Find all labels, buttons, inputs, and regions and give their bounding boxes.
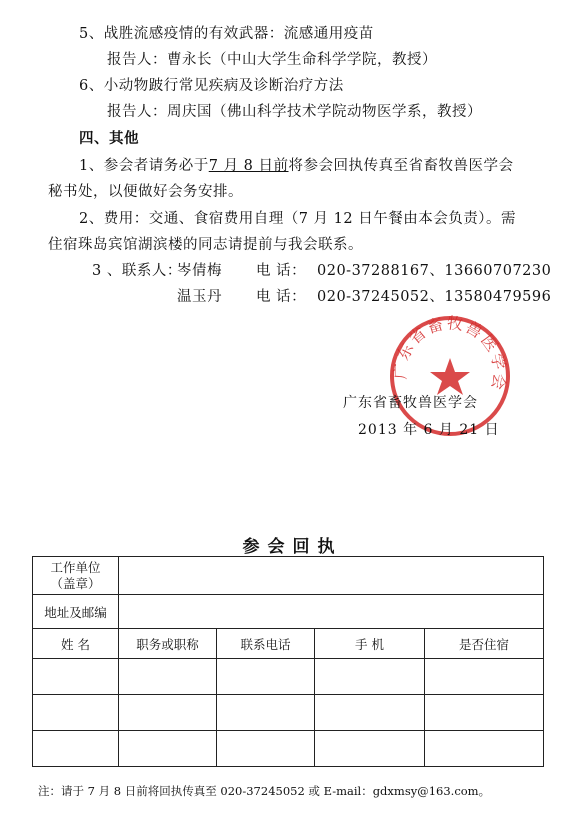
contact-name-2: 温玉丹 xyxy=(177,289,222,305)
form-title: 参会回执 xyxy=(242,537,343,557)
name-cell[interactable] xyxy=(33,695,119,731)
phone-cell[interactable] xyxy=(217,731,315,767)
title-cell[interactable] xyxy=(119,731,217,767)
contact-intro: 3 、联系人： xyxy=(92,263,182,279)
item5-title: 5、战胜流感疫情的有效武器：流感通用疫苗 xyxy=(79,26,374,42)
column-header-title: 职务或职称 xyxy=(119,629,217,659)
signature-org: 广东省畜牧兽医学会 xyxy=(343,395,478,411)
contact-phone-2: 020-37245052、13580479596 xyxy=(317,289,552,305)
name-cell[interactable] xyxy=(33,659,119,695)
column-header-mobile: 手 机 xyxy=(315,629,425,659)
contact-name-1: 岑倩梅 xyxy=(177,263,222,279)
lodging-cell[interactable] xyxy=(425,659,544,695)
table-row xyxy=(33,731,544,767)
address-label: 地址及邮编 xyxy=(33,595,119,629)
paragraph-1-line2: 秘书处，以便做好会务安排。 xyxy=(48,184,243,200)
mobile-cell[interactable] xyxy=(315,659,425,695)
title-cell[interactable] xyxy=(119,695,217,731)
paragraph-1-start: 1、参会者请务必于 xyxy=(79,158,209,174)
item6-speaker: 报告人：周庆国（佛山科学技术学院动物医学系，教授） xyxy=(107,104,482,120)
table-row xyxy=(33,659,544,695)
contact-phone-1: 020-37288167、13660707230 xyxy=(317,263,552,279)
item6-title: 6、小动物跛行常见疾病及诊断治疗方法 xyxy=(79,78,344,94)
column-header-lodging: 是否住宿 xyxy=(425,629,544,659)
column-header-phone: 联系电话 xyxy=(217,629,315,659)
svg-text:广东省畜牧兽医学会: 广东省畜牧兽医学会 xyxy=(390,314,510,394)
footnote: 注：请于 7 月 8 日前将回执传真至 020-37245052 或 E-mail：gdxmsy@163.com。 xyxy=(38,784,491,798)
paragraph-2-line2: 住宿珠岛宾馆湖滨楼的同志请提前与我会联系。 xyxy=(48,237,363,253)
paragraph-1 xyxy=(79,154,514,175)
deadline-date: 7 月 8 日前 xyxy=(208,158,289,174)
lodging-cell[interactable] xyxy=(425,731,544,767)
mobile-cell[interactable] xyxy=(315,731,425,767)
mobile-cell[interactable] xyxy=(315,695,425,731)
phone-cell[interactable] xyxy=(217,659,315,695)
name-cell[interactable] xyxy=(33,731,119,767)
work-unit-label xyxy=(33,557,119,595)
contact-phone-label-2: 电 话： xyxy=(256,289,307,305)
paragraph-1-end: 将参会回执传真至省畜牧兽医学会 xyxy=(288,158,514,174)
lodging-cell[interactable] xyxy=(425,695,544,731)
contact-phone-label-1: 电 话： xyxy=(256,263,307,279)
title-cell[interactable] xyxy=(119,659,217,695)
signature-date: 2013 年 6 月 21 日 xyxy=(358,422,500,438)
work-unit-text: 工作单位 xyxy=(50,559,101,575)
section-heading: 四、其他 xyxy=(79,130,139,147)
phone-cell[interactable] xyxy=(217,695,315,731)
paragraph-2-line1: 2、费用：交通、食宿费用自理（7 月 12 日午餐由本会负责）。需 xyxy=(79,211,516,227)
seal-note: （盖章） xyxy=(50,575,101,591)
address-field[interactable] xyxy=(119,595,544,629)
column-header-name: 姓 名 xyxy=(33,629,119,659)
receipt-form xyxy=(32,556,544,767)
item5-speaker: 报告人：曹永长（中山大学生命科学学院，教授） xyxy=(107,52,437,68)
table-row xyxy=(33,695,544,731)
work-unit-field[interactable] xyxy=(119,557,544,595)
